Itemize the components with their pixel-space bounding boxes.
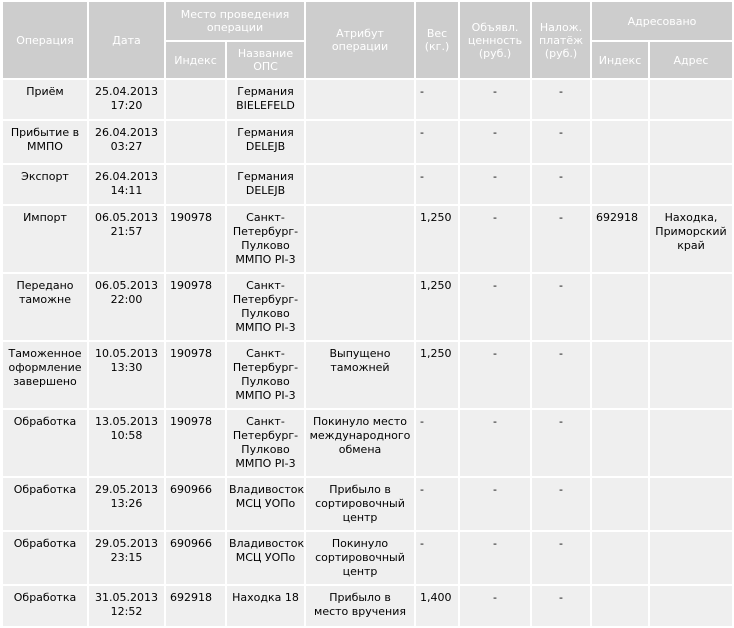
header-index: Индекс bbox=[165, 41, 226, 79]
cell-attribute: Покинуло место международного обмена bbox=[305, 409, 415, 477]
cell-cod: - bbox=[531, 164, 591, 205]
cell-operation: Обработка bbox=[2, 409, 88, 477]
cell-ops-name: Санкт- Петербург- Пулково ММПО PI-3 bbox=[226, 273, 305, 341]
cell-operation: Обработка bbox=[2, 585, 88, 627]
cell-date: 06.05.2013 21:57 bbox=[88, 205, 165, 273]
cell-ops-name: Германия DELEJB bbox=[226, 164, 305, 205]
cell-attribute: Покинуло сортировочный центр bbox=[305, 531, 415, 585]
header-ops-name: Название ОПС bbox=[226, 41, 305, 79]
cell-index: 692918 bbox=[165, 585, 226, 627]
cell-attribute bbox=[305, 273, 415, 341]
cell-index: 690966 bbox=[165, 477, 226, 531]
cell-weight: - bbox=[415, 79, 459, 120]
cell-declared-value: - bbox=[459, 205, 531, 273]
header-weight: Вес (кг.) bbox=[415, 1, 459, 79]
cell-index: 190978 bbox=[165, 205, 226, 273]
cell-operation: Приём bbox=[2, 79, 88, 120]
cell-declared-value: - bbox=[459, 531, 531, 585]
cell-operation: Экспорт bbox=[2, 164, 88, 205]
table-row bbox=[2, 341, 733, 409]
table-row bbox=[2, 531, 733, 585]
cell-cod: - bbox=[531, 477, 591, 531]
cell-index bbox=[165, 79, 226, 120]
cell-address bbox=[649, 341, 733, 409]
cell-weight: 1,250 bbox=[415, 273, 459, 341]
cell-ops-name: Владивосток МСЦ УОПо bbox=[226, 477, 305, 531]
cell-operation: Импорт bbox=[2, 205, 88, 273]
cell-ops-name: Владивосток МСЦ УОПо bbox=[226, 531, 305, 585]
cell-ops-name: Находка 18 bbox=[226, 585, 305, 627]
cell-weight: 1,400 bbox=[415, 585, 459, 627]
cell-attribute bbox=[305, 164, 415, 205]
cell-weight: - bbox=[415, 409, 459, 477]
cell-declared-value: - bbox=[459, 585, 531, 627]
tracking-rows bbox=[2, 79, 733, 627]
cell-date: 26.04.2013 03:27 bbox=[88, 120, 165, 164]
cell-attribute: Прибыло в место вручения bbox=[305, 585, 415, 627]
table-row bbox=[2, 477, 733, 531]
cell-weight: 1,250 bbox=[415, 205, 459, 273]
cell-operation: Передано таможне bbox=[2, 273, 88, 341]
cell-addr-index bbox=[591, 79, 649, 120]
header-operation: Операция bbox=[2, 1, 88, 79]
cell-date: 26.04.2013 14:11 bbox=[88, 164, 165, 205]
cell-date: 29.05.2013 13:26 bbox=[88, 477, 165, 531]
cell-date: 06.05.2013 22:00 bbox=[88, 273, 165, 341]
cell-date: 10.05.2013 13:30 bbox=[88, 341, 165, 409]
table-row bbox=[2, 120, 733, 164]
cell-weight: - bbox=[415, 531, 459, 585]
cell-address bbox=[649, 477, 733, 531]
cell-weight: - bbox=[415, 477, 459, 531]
table-row bbox=[2, 164, 733, 205]
cell-index bbox=[165, 120, 226, 164]
cell-cod: - bbox=[531, 531, 591, 585]
cell-addr-index bbox=[591, 341, 649, 409]
header-addr-index: Индекс bbox=[591, 41, 649, 79]
header-addressed-group: Адресовано bbox=[591, 1, 733, 41]
cell-addr-index bbox=[591, 477, 649, 531]
cell-cod: - bbox=[531, 409, 591, 477]
cell-addr-index: 692918 bbox=[591, 205, 649, 273]
header-attribute: Атрибут операции bbox=[305, 1, 415, 79]
cell-declared-value: - bbox=[459, 273, 531, 341]
cell-cod: - bbox=[531, 585, 591, 627]
cell-operation: Обработка bbox=[2, 477, 88, 531]
cell-attribute bbox=[305, 120, 415, 164]
cell-operation: Таможенное оформление завершено bbox=[2, 341, 88, 409]
cell-weight: - bbox=[415, 164, 459, 205]
cell-addr-index bbox=[591, 273, 649, 341]
table-row bbox=[2, 79, 733, 120]
header-place-group: Место проведения операции bbox=[165, 1, 305, 41]
cell-date: 29.05.2013 23:15 bbox=[88, 531, 165, 585]
cell-declared-value: - bbox=[459, 477, 531, 531]
table-row bbox=[2, 585, 733, 627]
cell-index: 690966 bbox=[165, 531, 226, 585]
cell-address bbox=[649, 531, 733, 585]
cell-addr-index bbox=[591, 531, 649, 585]
cell-ops-name: Санкт- Петербург- Пулково ММПО PI-3 bbox=[226, 341, 305, 409]
cell-address: Находка, Приморский край bbox=[649, 205, 733, 273]
cell-declared-value: - bbox=[459, 79, 531, 120]
cell-weight: - bbox=[415, 120, 459, 164]
cell-address bbox=[649, 79, 733, 120]
table-row bbox=[2, 205, 733, 273]
header-declared-value: Объявл. ценность (руб.) bbox=[459, 1, 531, 79]
cell-addr-index bbox=[591, 120, 649, 164]
table-row bbox=[2, 273, 733, 341]
cell-declared-value: - bbox=[459, 409, 531, 477]
cell-cod: - bbox=[531, 120, 591, 164]
cell-date: 13.05.2013 10:58 bbox=[88, 409, 165, 477]
cell-declared-value: - bbox=[459, 120, 531, 164]
cell-operation: Прибытие в ММПО bbox=[2, 120, 88, 164]
header-address: Адрес bbox=[649, 41, 733, 79]
cell-attribute: Выпущено таможней bbox=[305, 341, 415, 409]
cell-address bbox=[649, 273, 733, 341]
cell-ops-name: Германия BIELEFELD bbox=[226, 79, 305, 120]
cell-ops-name: Санкт- Петербург- Пулково ММПО PI-3 bbox=[226, 205, 305, 273]
cell-cod: - bbox=[531, 79, 591, 120]
cell-index: 190978 bbox=[165, 409, 226, 477]
cell-index: 190978 bbox=[165, 341, 226, 409]
cell-cod: - bbox=[531, 341, 591, 409]
cell-attribute bbox=[305, 205, 415, 273]
cell-addr-index bbox=[591, 409, 649, 477]
cell-ops-name: Санкт- Петербург- Пулково ММПО PI-3 bbox=[226, 409, 305, 477]
cell-cod: - bbox=[531, 273, 591, 341]
cell-ops-name: Германия DELEJB bbox=[226, 120, 305, 164]
table-row bbox=[2, 409, 733, 477]
cell-operation: Обработка bbox=[2, 531, 88, 585]
cell-index: 190978 bbox=[165, 273, 226, 341]
cell-address bbox=[649, 120, 733, 164]
header-cod: Налож. платёж (руб.) bbox=[531, 1, 591, 79]
cell-weight: 1,250 bbox=[415, 341, 459, 409]
cell-declared-value: - bbox=[459, 164, 531, 205]
cell-declared-value: - bbox=[459, 341, 531, 409]
cell-date: 31.05.2013 12:52 bbox=[88, 585, 165, 627]
cell-cod: - bbox=[531, 205, 591, 273]
header-date: Дата bbox=[88, 1, 165, 79]
cell-index bbox=[165, 164, 226, 205]
cell-addr-index bbox=[591, 585, 649, 627]
cell-address bbox=[649, 164, 733, 205]
cell-address bbox=[649, 585, 733, 627]
cell-addr-index bbox=[591, 164, 649, 205]
tracking-table bbox=[1, 0, 734, 628]
cell-attribute: Прибыло в сортировочный центр bbox=[305, 477, 415, 531]
cell-address bbox=[649, 409, 733, 477]
cell-attribute bbox=[305, 79, 415, 120]
cell-date: 25.04.2013 17:20 bbox=[88, 79, 165, 120]
